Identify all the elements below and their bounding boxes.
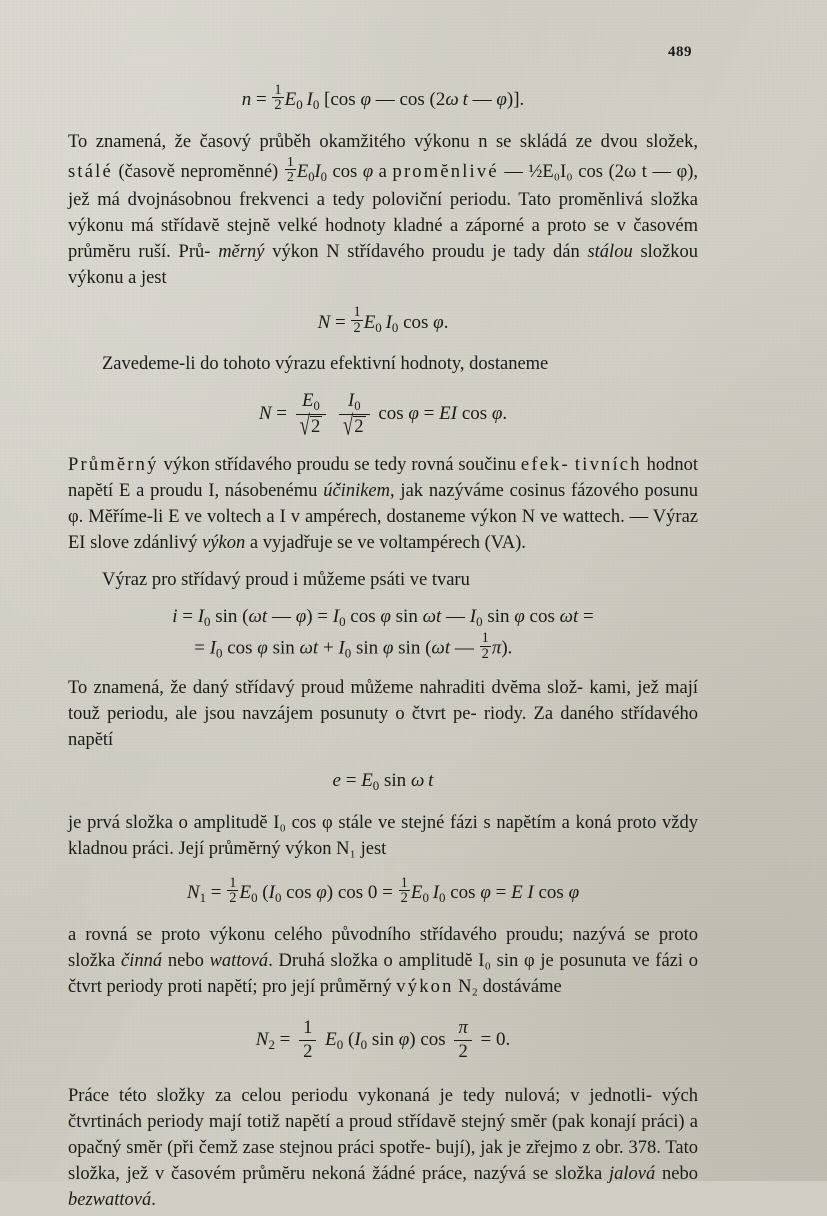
p1-line-6-b: výkon N střídavého proudu je tady dán [272, 242, 588, 263]
p7-line-1: a rovná se proto výkonu celého původního střídavého proudu; nazývá [68, 924, 626, 945]
p3-line-3: nazýváme cosinus fázového posunu φ. Mĕříme-li E ve voltech a I [68, 481, 699, 528]
p1-emph-promenlive: promĕnlivé [392, 162, 499, 183]
p1-line-2-c: nepromĕnné) [180, 162, 279, 183]
p7-line-4-b: N₂ dostáváme [458, 977, 562, 997]
p8-line-5-e: . [151, 1190, 156, 1211]
paragraph-8 [68, 1083, 698, 1213]
p1-line-4: periodu. Tato promĕnlivá složka výkonu má střídavĕ stejnĕ velké [68, 189, 698, 236]
equation-2: N = $\frac{1}{2}$ $E_0$ $I_0$ cos φ. [317, 304, 449, 336]
p8-italic-bezwattova: bezwattová [68, 1190, 152, 1211]
equation-1: n = $\frac{1}{2}$ $E_0$ $I_0$ [cos φ — cos (2ω t — φ)]. [241, 82, 525, 114]
p6-line-1: je prvá složka o amplitudĕ I₀ cos φ stále ve stejné fázi s napĕtím a koná [68, 812, 612, 833]
p1-line-3: — ½E₀I₀ cos (2ω t — φ), jež má dvojnásobnou frekvenci a tedy poloviční [68, 162, 699, 210]
p1-italic-stalou: stálou [587, 242, 633, 263]
p8-italic-jalova: jalová [609, 1164, 656, 1185]
equation-4 [68, 603, 698, 663]
p1-line-1: To znamená, že časový průběh okamžitého výkonu n se skládá ze dvou [68, 131, 638, 152]
p1-line-2-a: složek, [646, 131, 698, 152]
paragraph-5 [68, 675, 698, 753]
p1-emph-stale: stálé [68, 162, 113, 183]
p5-line-2: kami, jež mají touž periodu, ale jsou navzájem posunuty o čtvrt pe- [68, 678, 699, 725]
p1-italic-merny: mĕrný [218, 242, 265, 263]
p5-line-3: riody. Za daného střídavého napĕtí [68, 704, 698, 751]
p1-line-7: a jest [128, 268, 167, 289]
p3-line-2-d: , jak [390, 481, 424, 502]
paragraph-3 [68, 452, 698, 556]
p3-spaced-prumerny: Průmĕrný [68, 455, 159, 476]
p3-spaced-tivnich: tivních [574, 455, 642, 476]
p1-line-2-e: a [378, 162, 387, 183]
p1-inline-eq-1: $\frac{1}{2}$ $E_0I_0$ cos φ [286, 153, 374, 186]
p8-line-5-c: nebo [655, 1164, 699, 1185]
p8-line-4: bují), jak je zřejmo z obr. 378. Tato složka, jež v časovém průmĕru [68, 1137, 698, 1185]
equation-7: $N_2$ = $\frac{1}{2}$ $E_0$ ($I_0$ sin φ) cos $\frac{\pi}{2}$ = 0. [255, 1017, 511, 1062]
paragraph-1 [68, 129, 698, 291]
p3-spaced-efek: efek- [520, 455, 570, 476]
page-content [68, 44, 698, 1216]
equation-4-line-1: $i = I_0$ sin (ωt — $\varphi) = I_0$ cos φ sin ωt — $I_0$ sin φ cos ωt = [172, 605, 594, 629]
p7-line-2-a: se proto složka [68, 924, 698, 971]
p7-line-2-c: nebo [162, 950, 210, 971]
p8-line-1: Práce této složky za celou periodu vykonaná je tedy nulová; v jednotli- [68, 1085, 653, 1106]
paragraph-2: Zavedeme-li do tohoto výrazu efektivní hodnoty, dostaneme [102, 354, 549, 375]
p7-line-2-e: . Druhá složka o amplitudĕ I₀ sin φ [268, 950, 535, 971]
p3-italic-vykon: výkon [202, 533, 246, 554]
p8-line-2: vých čtvrtinách periody mají totiž napĕtí a proud střídavĕ stejný smĕr [68, 1085, 699, 1132]
equation-4-line-2: = $I_0$ cos φ $\sin \omega t + I_0$ sin φ sin (ωt — $\frac{1}{2}$ π). [194, 630, 513, 662]
p3-line-1-b: výkon střídavého proudu se tedy rovná součinu [163, 455, 516, 476]
equation-3: N = $\frac{E_0}{√2}$ $\frac{I_0}{√2}$ cos φ = EI cos φ. [258, 390, 508, 443]
p8-line-5-a: nekoná žádné práce, nazývá se složka [312, 1164, 610, 1185]
p1-line-5: hodnoty kladné a záporné a proto se v časovém průmĕru ruší. Prů- [68, 215, 699, 263]
p1-line-2-b: (časově [118, 162, 176, 183]
p3-italic-ucinikem: účinikem [323, 481, 390, 502]
equation-5: $e = E_0$ sin ω t [332, 770, 434, 794]
paragraph-6 [68, 810, 698, 862]
p8-line-3: (pak konají práci) a opačný smĕr (při čemž zase stejnou práci spotře- [68, 1111, 698, 1158]
paragraph-7 [68, 922, 698, 1000]
p6-line-2: proto vždy kladnou práci. Její průmĕrný výkon N₁ jest [68, 812, 699, 859]
p7-italic-cinna: činná [121, 950, 163, 971]
p7-spaced-vykon: výkon [396, 977, 454, 997]
p1-line-6-d: složkou výkonu [68, 242, 699, 289]
paragraph-4: Výraz pro střídavý proud i můžeme psáti ve tvaru [102, 569, 470, 590]
p5-line-1: To znamená, že daný střídavý proud můžeme nahraditi dvĕma slož- [68, 678, 584, 699]
p3-line-5-b: a vyjadřuje se ve voltampérech (VA). [245, 533, 526, 554]
page-number: 489 [668, 44, 692, 60]
p3-line-2-b: hodnot napĕtí E a proudu I, násobenému [68, 455, 699, 502]
equation-6: $N_1$ = $\frac{1}{2}$ $E_0$ ($I_0$ cos φ) cos 0 = $\frac{1}{2}$ $E_0$ $I_0$ cos φ = E I cos φ [186, 874, 580, 907]
p7-line-3: je posunuta ve fázi o čtvrt periody proti napĕtí; pro její průmĕrný [68, 950, 699, 997]
p3-line-4: v ampérech, dostaneme výkon N ve wattech. — Výraz EI slove zdánlivý [68, 507, 699, 554]
p7-italic-wattova: wattová [209, 950, 269, 971]
